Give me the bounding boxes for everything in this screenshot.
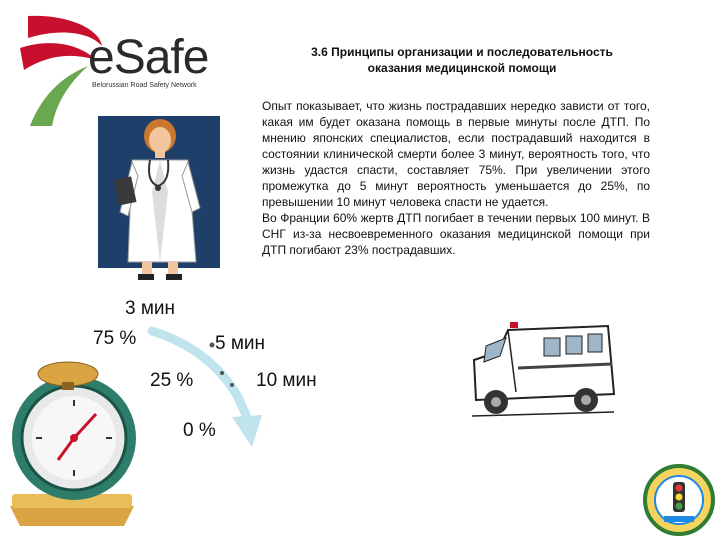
chance-0-label: 0 % bbox=[183, 420, 216, 441]
time-10min-label: 10 мин bbox=[256, 370, 317, 391]
title-line-1: 3.6 Принципы организации и последовательность bbox=[311, 45, 613, 59]
timeline-arrow-icon bbox=[140, 325, 300, 455]
logo-wordmark: eSafe bbox=[88, 31, 209, 84]
chance-25-label: 25 % bbox=[150, 370, 194, 391]
ambulance-icon bbox=[468, 316, 618, 421]
body-paragraph-1: Опыт показывает, что жизнь пострадавших нередко зависти от того, какая им будет оказана помощь в первые минуты после ДТП. По мнению японских специалистов, если пострадавший находится в состоянии клинической смерти более 3 минут, вероятность того, что жизнь удастся спасти, составляет 75%. При увеличении этого промежутка до 5 минут вероятность уменьшается до 25%, по превышении 10 минут человека спасти не удается. bbox=[262, 99, 650, 209]
doctor-icon bbox=[92, 112, 232, 282]
title-line-2: оказания медицинской помощи bbox=[367, 61, 557, 75]
time-3min-label: 3 мин bbox=[125, 298, 176, 319]
traffic-light-emblem-icon bbox=[642, 460, 716, 540]
logo-tagline: Belorussian Road Safety Network bbox=[92, 82, 197, 89]
body-paragraph-2: Во Франции 60% жертв ДТП погибает в течении первых 100 минут. В СНГ из-за несвоевременного оказания медицинской помощи при ДТП погибают 23% пострадавших. bbox=[262, 211, 650, 257]
alarm-clock-icon bbox=[2, 356, 142, 531]
time-5min-label: 5 мин bbox=[215, 333, 266, 354]
chance-75-label: 75 % bbox=[93, 328, 137, 349]
body-text bbox=[262, 98, 650, 258]
slide-title bbox=[262, 44, 662, 76]
